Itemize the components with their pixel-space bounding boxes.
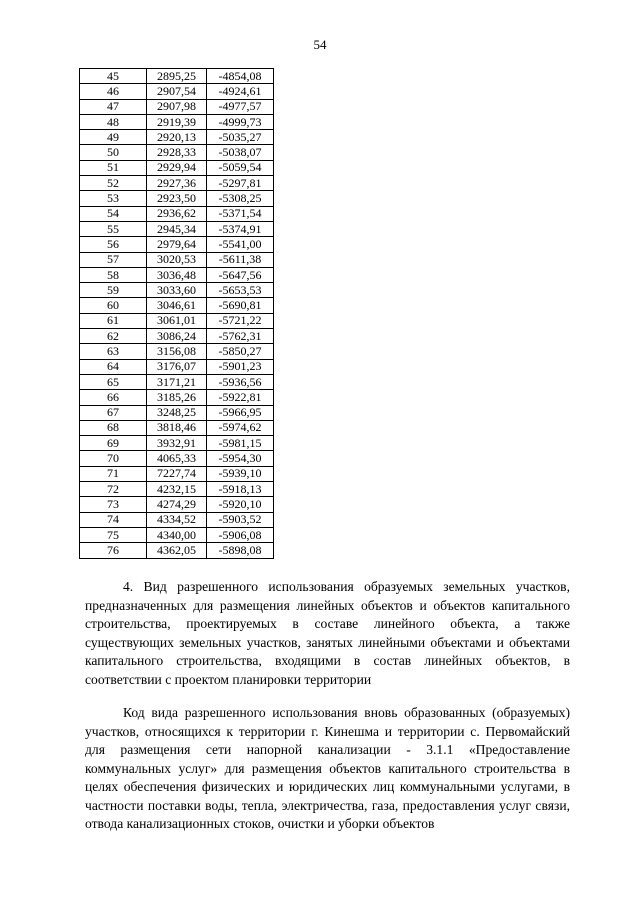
- table-row: [80, 390, 274, 405]
- x-coordinate-cell: 3932,91: [147, 436, 207, 451]
- body-paragraph-text: Код вида разрешенного использования вновь образованных (образуемых) участков, относящихся к территории г. Кинешма и территории с. Первомайский для размещения сети напорной канализации - 3.1.1 «Предоставление коммунальных услуг» для размещения объектов капитального строительства в целях обеспечения физических и юридических лиц коммунальными услугами, в частности поставки воды, тепла, электричества, газа, предоставления услуг связи, отвода канализационных стоков, очистки и уборки объектов: [85, 705, 570, 831]
- x-coordinate-cell: 3086,24: [147, 329, 207, 344]
- y-coordinate-cell: -5371,54: [207, 206, 274, 221]
- y-coordinate-cell: -5653,53: [207, 283, 274, 298]
- table-row: [80, 130, 274, 145]
- x-coordinate-cell: 3176,07: [147, 359, 207, 374]
- x-coordinate-cell: 2919,39: [147, 114, 207, 129]
- y-coordinate-cell: -5297,81: [207, 176, 274, 191]
- x-coordinate-cell: 2936,62: [147, 206, 207, 221]
- x-coordinate-cell: 2907,98: [147, 99, 207, 114]
- point-number-cell: 56: [80, 237, 147, 252]
- point-number-cell: 55: [80, 221, 147, 236]
- table-row: [80, 374, 274, 389]
- x-coordinate-cell: 7227,74: [147, 466, 207, 481]
- point-number-cell: 61: [80, 313, 147, 328]
- y-coordinate-cell: -5541,00: [207, 237, 274, 252]
- y-coordinate-cell: -5647,56: [207, 267, 274, 282]
- x-coordinate-cell: 2920,13: [147, 130, 207, 145]
- point-number-cell: 54: [80, 206, 147, 221]
- point-number-cell: 66: [80, 390, 147, 405]
- y-coordinate-cell: -5906,08: [207, 527, 274, 542]
- point-number-cell: 59: [80, 283, 147, 298]
- table-row: [80, 344, 274, 359]
- point-number-cell: 76: [80, 543, 147, 558]
- x-coordinate-cell: 3033,60: [147, 283, 207, 298]
- x-coordinate-cell: 2929,94: [147, 160, 207, 175]
- point-number-cell: 62: [80, 329, 147, 344]
- point-number-cell: 70: [80, 451, 147, 466]
- point-number-cell: 67: [80, 405, 147, 420]
- point-number-cell: 73: [80, 497, 147, 512]
- table-row: [80, 114, 274, 129]
- y-coordinate-cell: -5954,30: [207, 451, 274, 466]
- table-row: [80, 451, 274, 466]
- point-number-cell: 52: [80, 176, 147, 191]
- x-coordinate-cell: 3248,25: [147, 405, 207, 420]
- table-row: [80, 221, 274, 236]
- x-coordinate-cell: 2979,64: [147, 237, 207, 252]
- table-row: [80, 160, 274, 175]
- table-row: [80, 420, 274, 435]
- coordinates-table-body: [80, 69, 274, 559]
- y-coordinate-cell: -5374,91: [207, 221, 274, 236]
- point-number-cell: 63: [80, 344, 147, 359]
- y-coordinate-cell: -5922,81: [207, 390, 274, 405]
- y-coordinate-cell: -4977,57: [207, 99, 274, 114]
- table-row: [80, 527, 274, 542]
- point-number-cell: 46: [80, 84, 147, 99]
- table-row: [80, 436, 274, 451]
- y-coordinate-cell: -5974,62: [207, 420, 274, 435]
- table-row: [80, 99, 274, 114]
- point-number-cell: 50: [80, 145, 147, 160]
- x-coordinate-cell: 4274,29: [147, 497, 207, 512]
- y-coordinate-cell: -4924,61: [207, 84, 274, 99]
- table-row: [80, 466, 274, 481]
- table-row: [80, 482, 274, 497]
- y-coordinate-cell: -5939,10: [207, 466, 274, 481]
- x-coordinate-cell: 2907,54: [147, 84, 207, 99]
- y-coordinate-cell: -5898,08: [207, 543, 274, 558]
- coordinates-table: [79, 68, 274, 559]
- point-number-cell: 68: [80, 420, 147, 435]
- y-coordinate-cell: -5903,52: [207, 512, 274, 527]
- point-number-cell: 64: [80, 359, 147, 374]
- point-number-cell: 75: [80, 527, 147, 542]
- table-row: [80, 84, 274, 99]
- x-coordinate-cell: 4065,33: [147, 451, 207, 466]
- section-heading: [85, 578, 570, 689]
- x-coordinate-cell: 4340,00: [147, 527, 207, 542]
- x-coordinate-cell: 3156,08: [147, 344, 207, 359]
- x-coordinate-cell: 3036,48: [147, 267, 207, 282]
- section-heading-text: 4. Вид разрешенного использования образуемых земельных участков, предназначенных для размещения линейных объектов и объектов капитального строительства, проектируемых в составе линейного объекта, а также существующих земельных участков, занятых линейными объектами и объектами капитального строительства, входящими в состав линейных объектов, в соответствии с проектом планировки территории: [85, 579, 570, 687]
- table-row: [80, 176, 274, 191]
- point-number-cell: 71: [80, 466, 147, 481]
- point-number-cell: 72: [80, 482, 147, 497]
- point-number-cell: 49: [80, 130, 147, 145]
- table-row: [80, 283, 274, 298]
- y-coordinate-cell: -5981,15: [207, 436, 274, 451]
- x-coordinate-cell: 3185,26: [147, 390, 207, 405]
- table-row: [80, 405, 274, 420]
- x-coordinate-cell: 2928,33: [147, 145, 207, 160]
- table-row: [80, 237, 274, 252]
- y-coordinate-cell: -5038,07: [207, 145, 274, 160]
- point-number-cell: 47: [80, 99, 147, 114]
- x-coordinate-cell: 4232,15: [147, 482, 207, 497]
- y-coordinate-cell: -5920,10: [207, 497, 274, 512]
- table-row: [80, 69, 274, 84]
- x-coordinate-cell: 3171,21: [147, 374, 207, 389]
- point-number-cell: 53: [80, 191, 147, 206]
- point-number-cell: 65: [80, 374, 147, 389]
- y-coordinate-cell: -5762,31: [207, 329, 274, 344]
- point-number-cell: 58: [80, 267, 147, 282]
- y-coordinate-cell: -5936,56: [207, 374, 274, 389]
- table-row: [80, 359, 274, 374]
- x-coordinate-cell: 4334,52: [147, 512, 207, 527]
- table-row: [80, 252, 274, 267]
- table-row: [80, 191, 274, 206]
- page-number: 54: [313, 37, 327, 52]
- y-coordinate-cell: -5308,25: [207, 191, 274, 206]
- x-coordinate-cell: 2927,36: [147, 176, 207, 191]
- x-coordinate-cell: 3046,61: [147, 298, 207, 313]
- body-paragraph: [85, 704, 570, 834]
- table-row: [80, 267, 274, 282]
- y-coordinate-cell: -5850,27: [207, 344, 274, 359]
- point-number-cell: 51: [80, 160, 147, 175]
- x-coordinate-cell: 3061,01: [147, 313, 207, 328]
- table-row: [80, 206, 274, 221]
- table-row: [80, 145, 274, 160]
- y-coordinate-cell: -5966,95: [207, 405, 274, 420]
- table-row: [80, 329, 274, 344]
- y-coordinate-cell: -5918,13: [207, 482, 274, 497]
- table-row: [80, 298, 274, 313]
- x-coordinate-cell: 4362,05: [147, 543, 207, 558]
- y-coordinate-cell: -5721,22: [207, 313, 274, 328]
- table-row: [80, 512, 274, 527]
- y-coordinate-cell: -5690,81: [207, 298, 274, 313]
- y-coordinate-cell: -4854,08: [207, 69, 274, 84]
- point-number-cell: 60: [80, 298, 147, 313]
- y-coordinate-cell: -5611,38: [207, 252, 274, 267]
- x-coordinate-cell: 2945,34: [147, 221, 207, 236]
- y-coordinate-cell: -4999,73: [207, 114, 274, 129]
- point-number-cell: 74: [80, 512, 147, 527]
- table-row: [80, 543, 274, 558]
- point-number-cell: 57: [80, 252, 147, 267]
- point-number-cell: 48: [80, 114, 147, 129]
- x-coordinate-cell: 3818,46: [147, 420, 207, 435]
- x-coordinate-cell: 3020,53: [147, 252, 207, 267]
- point-number-cell: 69: [80, 436, 147, 451]
- table-row: [80, 497, 274, 512]
- x-coordinate-cell: 2923,50: [147, 191, 207, 206]
- point-number-cell: 45: [80, 69, 147, 84]
- x-coordinate-cell: 2895,25: [147, 69, 207, 84]
- y-coordinate-cell: -5059,54: [207, 160, 274, 175]
- table-row: [80, 313, 274, 328]
- y-coordinate-cell: -5901,23: [207, 359, 274, 374]
- y-coordinate-cell: -5035,27: [207, 130, 274, 145]
